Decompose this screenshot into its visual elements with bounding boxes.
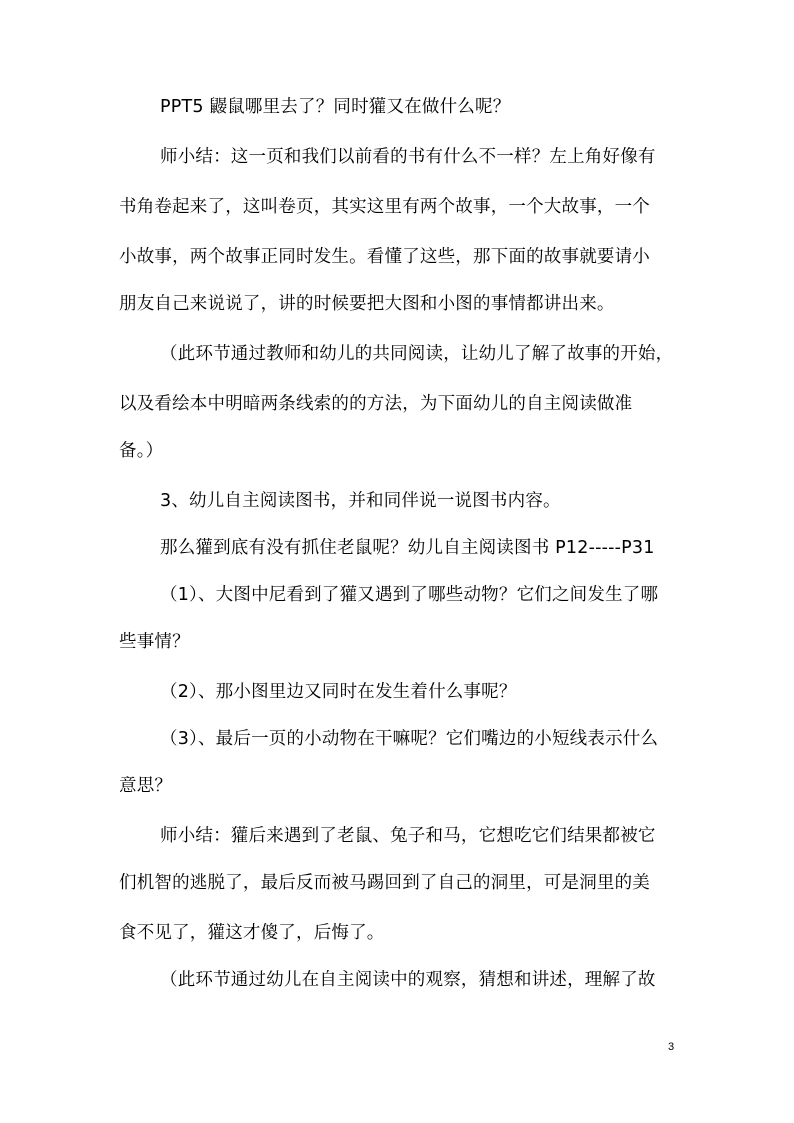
text-line: 朋友自己来说说了，讲的时候要把大图和小图的事情都讲出来。 — [119, 294, 615, 314]
text-line: 食不见了，獾这才傻了，后悔了。 — [119, 923, 385, 943]
text-line: 备。） — [119, 441, 164, 461]
text-line: （此环节通过幼儿在自主阅读中的观察，猜想和讲述，理解了故 — [160, 970, 656, 990]
text-line: 小故事，两个故事正同时发生。看懂了这些，那下面的故事就要请小 — [119, 247, 650, 267]
page-number: 3 — [668, 1041, 675, 1053]
text-line: PPT5 鼹鼠哪里去了？同时獾又在做什么呢？ — [160, 97, 511, 117]
text-line: 以及看绘本中明暗两条线索的的方法，为下面幼儿的自主阅读做准 — [119, 394, 633, 414]
text-line: 些事情？ — [119, 632, 190, 652]
text-line: 书角卷起来了，这叫卷页，其实这里有两个故事，一个大故事，一个 — [119, 197, 650, 217]
text-line: 们机智的逃脱了，最后反而被马踢回到了自己的洞里，可是洞里的美 — [119, 873, 650, 893]
text-line: 师小结：獾后来遇到了老鼠、兔子和马，它想吃它们结果都被它 — [160, 826, 656, 846]
text-line: （此环节通过教师和幼儿的共同阅读，让幼儿了解了故事的开始， — [160, 344, 674, 364]
text-line: （3）、最后一页的小动物在干嘛呢？它们嘴边的小短线表示什么 — [160, 729, 659, 749]
text-line: 师小结：这一页和我们以前看的书有什么不一样？左上角好像有 — [160, 147, 656, 167]
text-line: 那么獾到底有没有抓住老鼠呢？幼儿自主阅读图书 P12-----P31 — [160, 538, 655, 558]
text-line: （2）、那小图里边又同时在发生着什么事呢？ — [160, 682, 517, 702]
text-line: （1）、大图中尼看到了獾又遇到了哪些动物？它们之间发生了哪 — [160, 585, 659, 605]
text-line: 3、幼儿自主阅读图书，并和同伴说一说图书内容。 — [160, 491, 561, 511]
text-line: 意思？ — [119, 776, 173, 796]
